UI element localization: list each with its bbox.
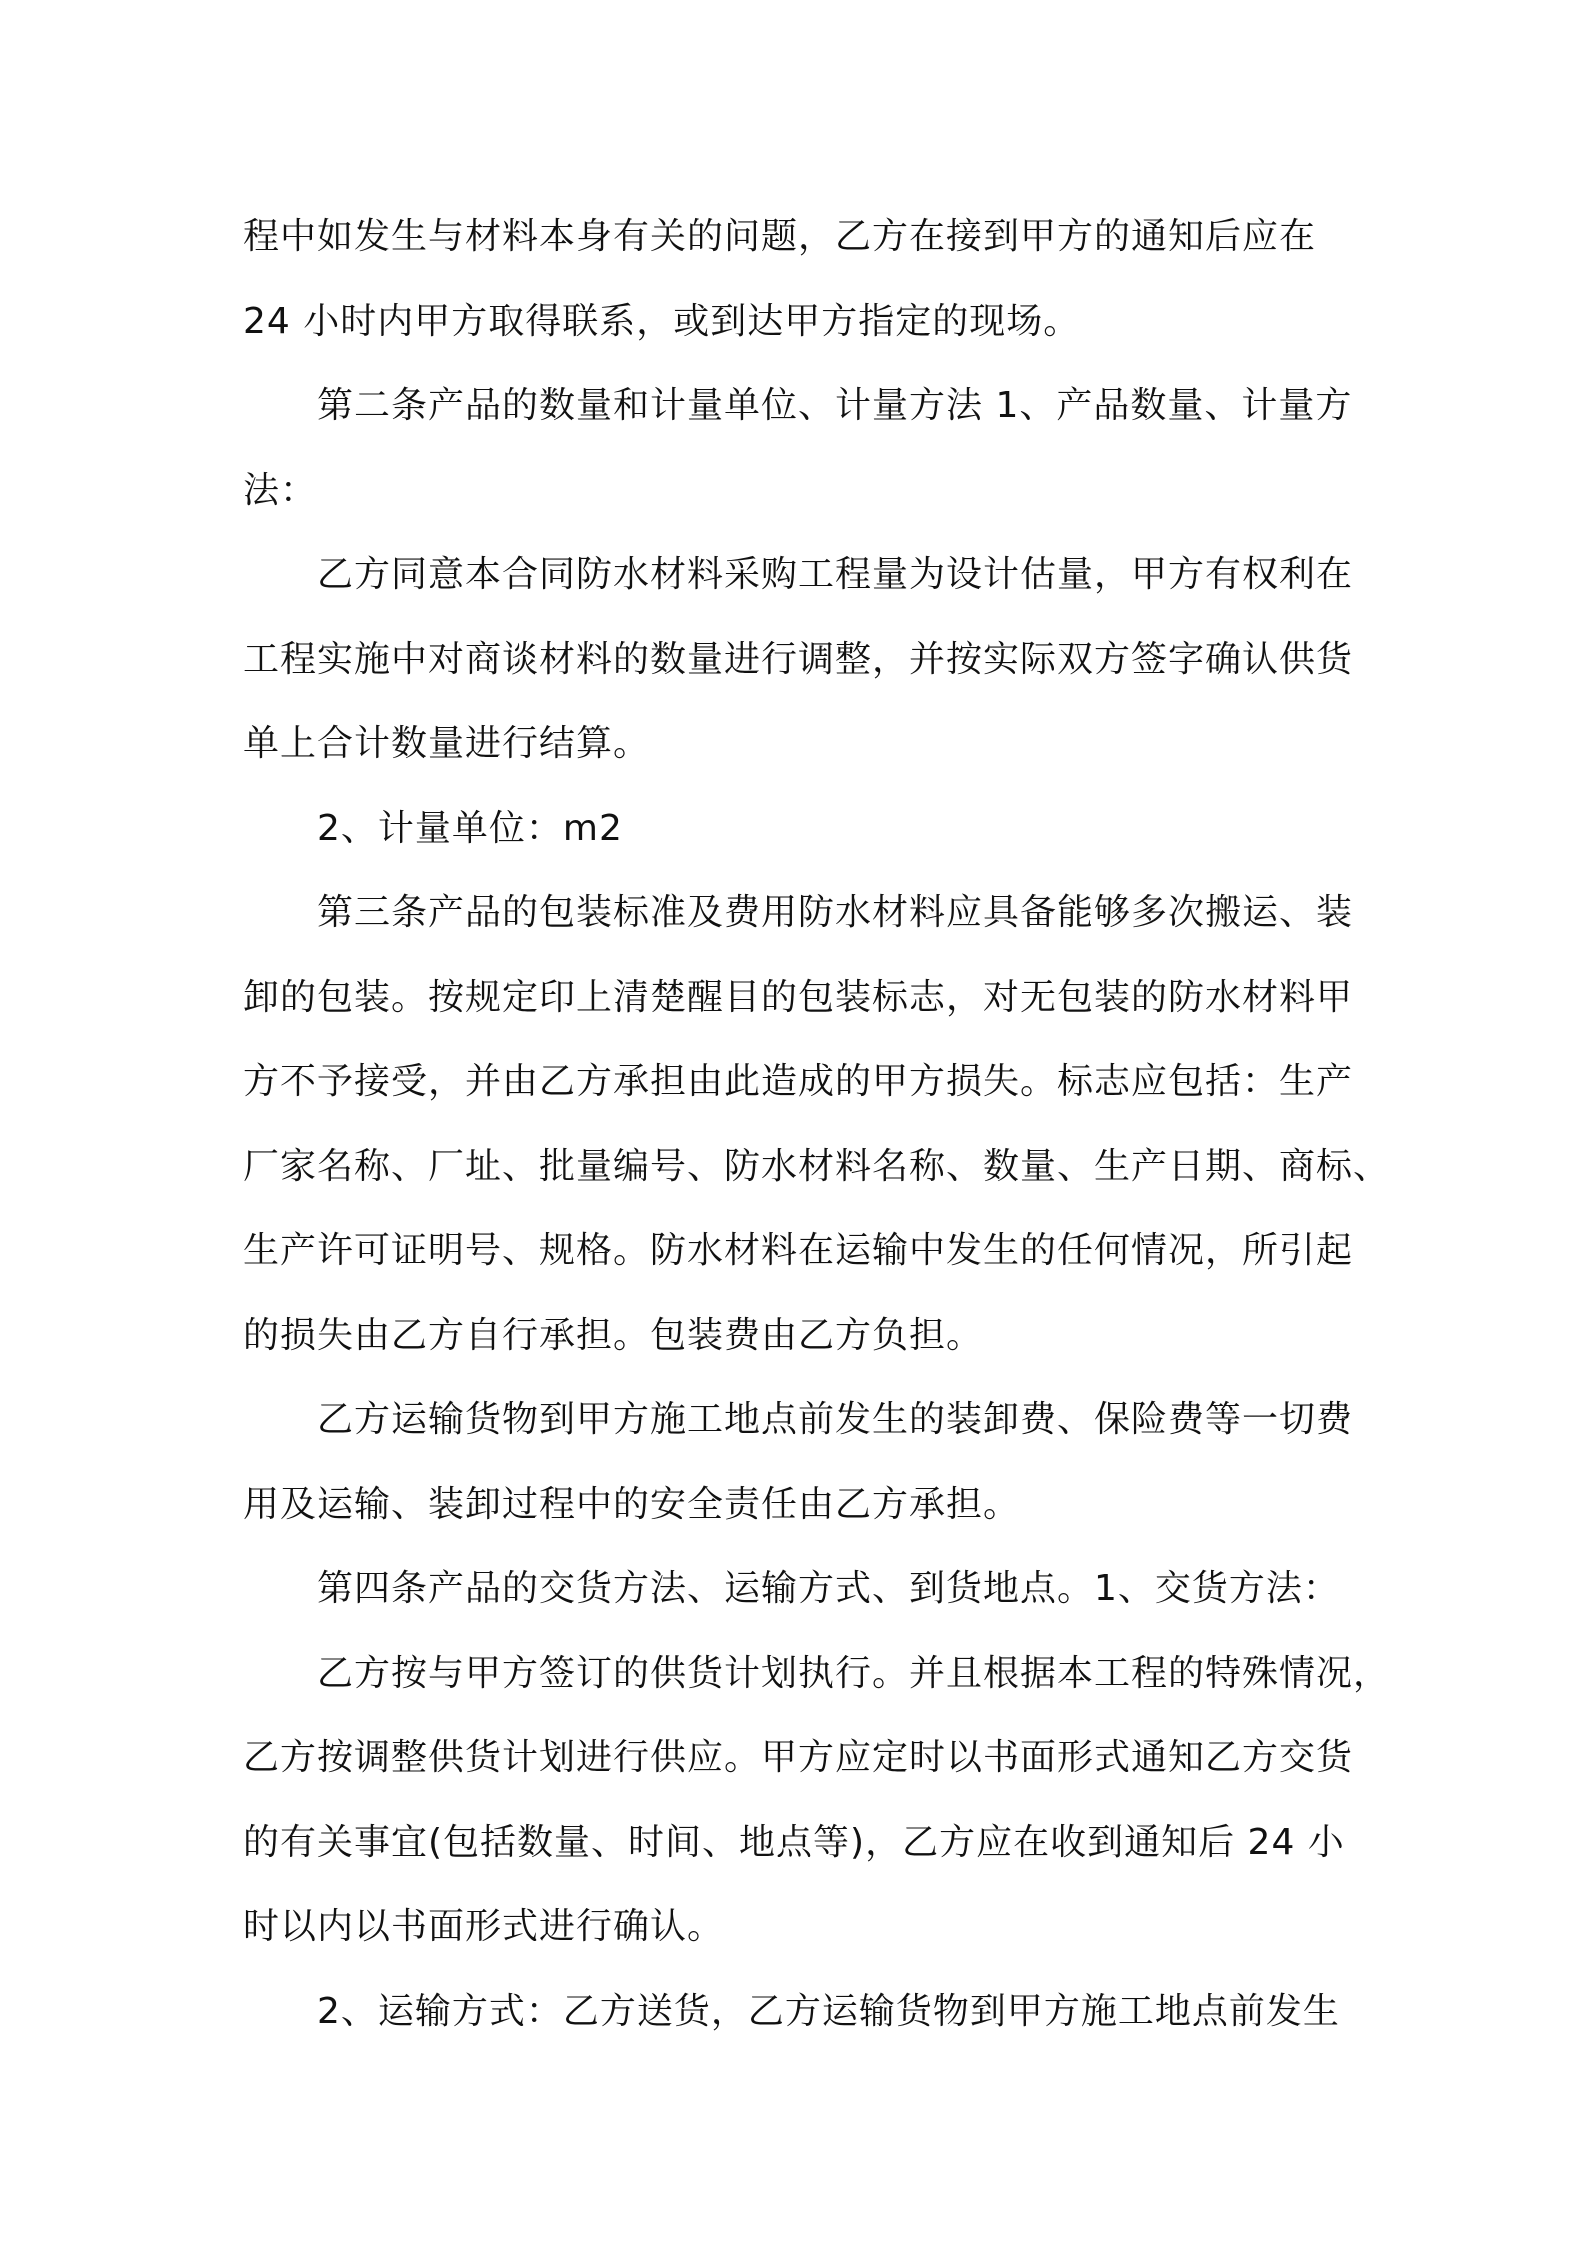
text-line: 工程实施中对商谈材料的数量进行调整，并按实际双方签字确认供货 bbox=[243, 638, 1354, 680]
text-line: 程中如发生与材料本身有关的问题，乙方在接到甲方的通知后应在 bbox=[243, 216, 1317, 257]
document-body bbox=[243, 195, 1391, 2054]
text-line: 时以内以书面形式进行确认。 bbox=[243, 1906, 725, 1947]
text-line: 卸的包装。按规定印上清楚醒目的包装标志，对无包装的防水材料甲 bbox=[243, 976, 1354, 1018]
text-line: 法： bbox=[243, 469, 318, 511]
text-line: 的有关事宜(包括数量、时间、地点等)，乙方应在收到通知后 24 小 bbox=[243, 1821, 1345, 1863]
text-line: 方不予接受，并由乙方承担由此造成的甲方损失。标志应包括：生产 bbox=[243, 1061, 1354, 1102]
text-line: 单上合计数量进行结算。 bbox=[243, 723, 651, 764]
text-line: 乙方同意本合同防水材料采购工程量为设计估量，甲方有权利在 bbox=[317, 554, 1354, 595]
text-line: 乙方按与甲方签订的供货计划执行。并且根据本工程的特殊情况， bbox=[317, 1652, 1391, 1694]
text-line: 第四条产品的交货方法、运输方式、到货地点。1、交货方法： bbox=[317, 1568, 1340, 1609]
text-line: 乙方按调整供货计划进行供应。甲方应定时以书面形式通知乙方交货 bbox=[243, 1737, 1354, 1778]
text-line: 厂家名称、厂址、批量编号、防水材料名称、数量、生产日期、商标、 bbox=[243, 1145, 1391, 1187]
text-line: 生产许可证明号、规格。防水材料在运输中发生的任何情况，所引起 bbox=[243, 1230, 1354, 1271]
text-line: 用及运输、装卸过程中的安全责任由乙方承担。 bbox=[243, 1483, 1021, 1525]
text-line: 24 小时内甲方取得联系，或到达甲方指定的现场。 bbox=[243, 300, 1081, 342]
text-line: 的损失由乙方自行承担。包装费由乙方负担。 bbox=[243, 1314, 984, 1356]
text-line: 第三条产品的包装标准及费用防水材料应具备能够多次搬运、装 bbox=[317, 892, 1354, 933]
text-line: 2、计量单位：m2 bbox=[317, 807, 623, 849]
text-line: 第二条产品的数量和计量单位、计量方法 1、产品数量、计量方 bbox=[317, 385, 1353, 426]
text-line: 2、运输方式：乙方送货，乙方运输货物到甲方施工地点前发生 bbox=[317, 1990, 1340, 2032]
text-line: 乙方运输货物到甲方施工地点前发生的装卸费、保险费等一切费 bbox=[317, 1399, 1354, 1440]
